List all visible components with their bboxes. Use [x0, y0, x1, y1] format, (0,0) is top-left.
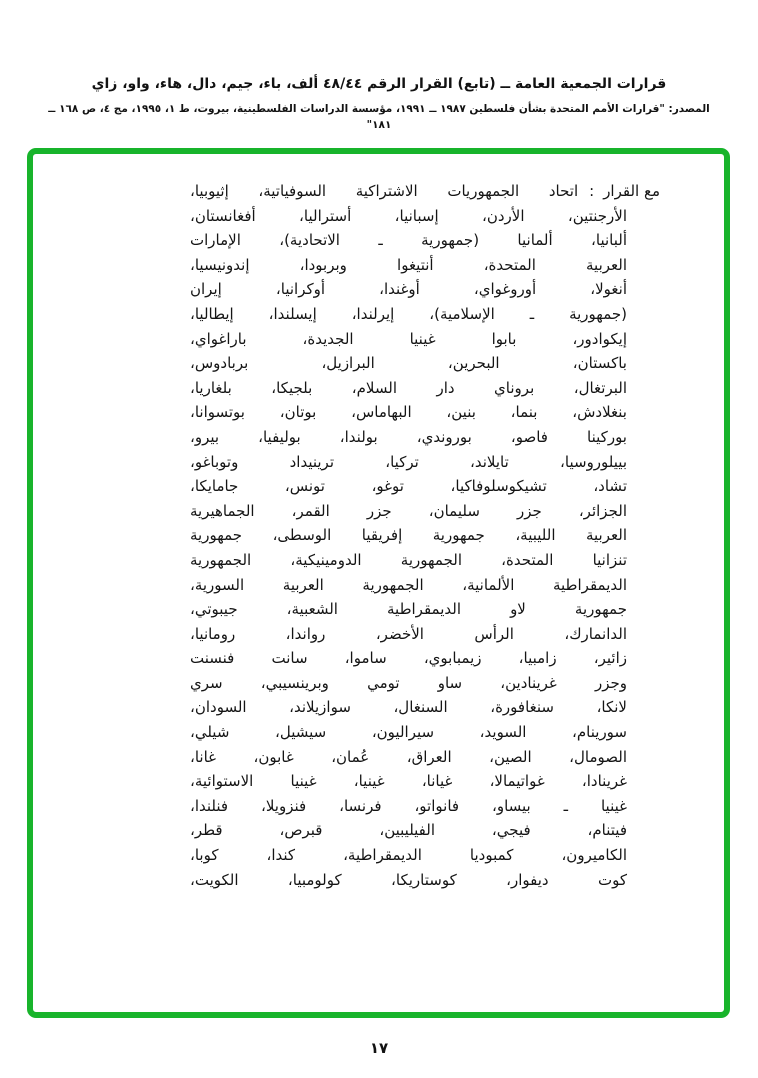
- country-list-line: الديمقراطية الألمانية، الجمهورية العربية السورية،: [190, 575, 627, 594]
- country-list-line: بنغلادش، بنما، بنين، البهاماس، بوتان، بوتسوانا،: [190, 403, 627, 422]
- country-list-line: بييلوروسيا، تايلاند، تركيا، ترينيداد وتوباغو،: [190, 452, 627, 471]
- page-number: ١٧: [369, 1039, 389, 1057]
- country-list-line: وجزر غرينادين، ساو تومي وبرينسيبي، سري: [190, 673, 627, 692]
- country-list-line: بوركينا فاصو، بوروندي، بولندا، بوليفيا، بيرو،: [190, 427, 627, 446]
- country-list-line: جمهورية لاو الديمقراطية الشعبية، جيبوتي،: [190, 600, 627, 619]
- country-list-line: البرتغال، بروناي دار السلام، بلجيكا، بلغاريا،: [190, 378, 627, 397]
- country-list-line: الكاميرون، كمبوديا الديمقراطية، كندا، كوبا،: [190, 846, 627, 865]
- country-list-line: أنغولا، أوروغواي، أوغندا، أوكرانيا، إيران: [190, 280, 627, 299]
- country-list-line: ألبانيا، ألمانيا (جمهورية ـ الاتحادية)، الإمارات: [190, 231, 627, 250]
- vote-colon: :: [589, 182, 595, 200]
- page-title: قرارات الجمعية العامة ــ (تابع) القرار الرقم ٤٨/٤٤ ألف، باء، جيم، دال، هاء، واو، زاي: [91, 76, 667, 92]
- country-list-line: لانكا، سنغافورة، السنغال، سوازيلاند، السودان،: [190, 698, 627, 717]
- country-list-lines: [190, 204, 660, 893]
- country-list-line: الأرجنتين، الأردن، إسبانيا، أستراليا، أفغانستان،: [190, 206, 627, 225]
- country-list-line: تشاد، تشيكوسلوفاكيا، توغو، تونس، جامايكا،: [190, 477, 627, 496]
- country-list-line: باكستان، البحرين، البرازيل، بربادوس،: [190, 354, 627, 373]
- country-list-line: سورينام، السويد، سيراليون، سيشيل، شيلي،: [190, 723, 627, 742]
- country-list-line: الجزائر، جزر سليمان، جزر القمر، الجماهيرية: [190, 501, 627, 520]
- country-list-line: (جمهورية ـ الإسلامية)، إيرلندا، إيسلندا، إيطاليا،: [190, 304, 627, 323]
- vote-line-first-text: اتحاد الجمهوريات الاشتراكية السوفياتية، إثيوبيا،: [190, 182, 579, 200]
- country-list-line: العربية المتحدة، أنتيغوا وبربودا، إندونيسيا،: [190, 255, 627, 274]
- country-list-line: زائير، زامبيا، زيمبابوي، ساموا، سانت فنسنت: [190, 649, 627, 668]
- country-list-line: الدانمارك، الرأس الأخضر، رواندا، رومانيا،: [190, 624, 627, 643]
- country-list-line: إيكوادور، بابوا غينيا الجديدة، باراغواي،: [190, 329, 627, 348]
- country-list-line: تنزانيا المتحدة، الجمهورية الدومينيكية، الجمهورية: [190, 550, 627, 569]
- vote-line-first: [190, 179, 660, 204]
- vote-label: مع القرار: [603, 182, 660, 200]
- country-list-line: كوت ديفوار، كوستاريكا، كولومبيا، الكويت،: [190, 870, 627, 889]
- country-list-line: غينيا ـ بيساو، فانواتو، فرنسا، فنزويلا، فنلندا،: [190, 796, 627, 815]
- country-list-line: الصومال، الصين، العراق، عُمان، غابون، غانا،: [190, 747, 627, 766]
- vote-country-list: [190, 179, 660, 892]
- source-citation: المصدر: "قرارات الأمم المتحدة بشأن فلسطين ١٩٨٧ ــ ١٩٩١، مؤسسة الدراسات الفلسطينية، بيروت، ط ١، ١٩٩٥، مج ٤، ص ١٦٨ ــ ١٨١": [48, 103, 710, 131]
- country-list-line: فيتنام، فيجي، الفيليبين، قبرص، قطر،: [190, 821, 627, 840]
- country-list-line: العربية الليبية، جمهورية إفريقيا الوسطى، جمهورية: [190, 526, 627, 545]
- country-list-line: غرينادا، غواتيمالا، غيانا، غينيا، غينيا الاستوائية،: [190, 772, 627, 791]
